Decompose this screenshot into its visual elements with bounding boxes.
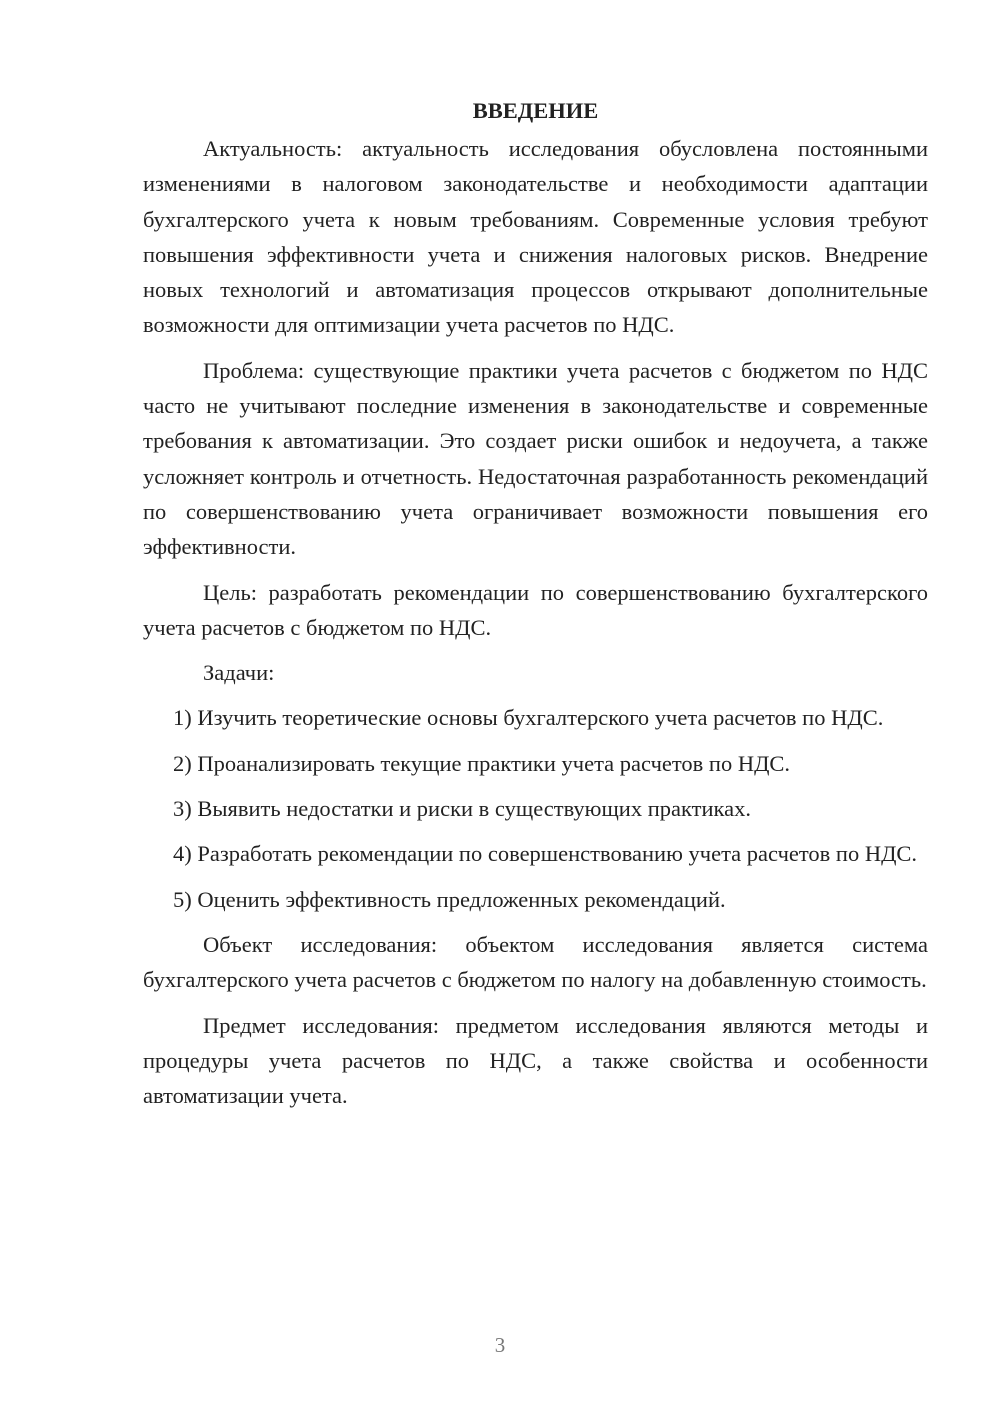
section-title: ВВЕДЕНИЕ <box>472 98 599 123</box>
problem-paragraph: Проблема: существующие практики учета расчетов с бюджетом по НДС часто не учитывают последние изменения в законодательстве и современные требования к автоматизации. Это создает риски ошибок и недоучета, а также усложняет контроль и отчетность. Недостаточная разработанность рекомендаций по совершенствованию учета ограничивает возможности повышения его эффективности. <box>143 357 928 560</box>
document-page <box>143 93 928 1123</box>
task-item: 4) Разработать рекомендации по совершенствованию учета расчетов по НДС. <box>173 841 918 867</box>
task-item: 1) Изучить теоретические основы бухгалтерского учета расчетов по НДС. <box>173 705 884 731</box>
task-item: 5) Оценить эффективность предложенных рекомендаций. <box>173 886 726 912</box>
object-paragraph: Объект исследования: объектом исследования является система бухгалтерского учета расчетов с бюджетом по налогу на добавленную стоимость. <box>143 931 928 993</box>
relevance-paragraph: Актуальность: актуальность исследования обусловлена постоянными изменениями в налоговом законодательстве и необходимости адаптации бухгалтерского учета к новым требованиям. Современные условия требуют повышения эффективности учета и снижения налоговых рисков. Внедрение новых технологий и автоматизация процессов открывают дополнительные возможности для оптимизации учета расчетов по НДС. <box>143 136 928 338</box>
page-number: 3 <box>494 1333 506 1357</box>
subject-paragraph: Предмет исследования: предметом исследования являются методы и процедуры учета расчетов по НДС, а также свойства и особенности автоматизации учета. <box>143 1012 928 1109</box>
task-item: 2) Проанализировать текущие практики учета расчетов по НДС. <box>173 750 791 776</box>
tasks-heading: Задачи: <box>203 660 275 686</box>
goal-paragraph: Цель: разработать рекомендации по совершенствованию бухгалтерского учета расчетов с бюджетом по НДС. <box>143 579 928 640</box>
task-item: 3) Выявить недостатки и риски в существующих практиках. <box>173 796 751 822</box>
